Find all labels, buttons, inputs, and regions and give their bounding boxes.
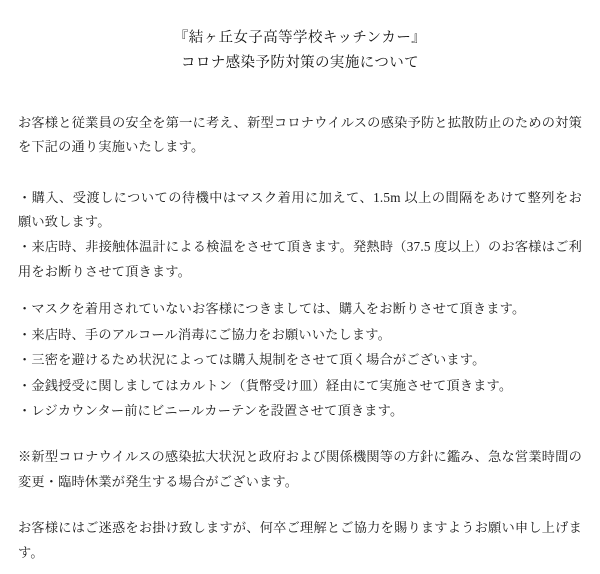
intro-paragraph: お客様と従業員の安全を第一に考え、新型コロナウイルスの感染予防と拡散防止のための対策を下記の通り実施いたします。 <box>18 114 582 155</box>
title-line-2: コロナ感染予防対策の実施について <box>180 55 420 72</box>
list-item: ・レジカウンター前にビニールカーテンを設置させて頂きます。 <box>18 402 404 418</box>
list-item: ・金銭授受に関しましてはカルトン（貨幣受け皿）経由にて実施させて頂きます。 <box>18 377 513 393</box>
document-title <box>18 26 582 77</box>
measures-list <box>18 186 582 424</box>
closing-paragraph: お客様にはご迷惑をお掛け致しますが、何卒ご理解とご協力を賜りますようお願い申し上げます。 <box>18 520 582 560</box>
list-item: ・三密を避けるため状況によっては購入規制をさせて頂く場合がございます。 <box>18 352 486 368</box>
list-item: ・購入、受渡しについての待機中はマスク着用に加えて、1.5m 以上の間隔をあけて整列をお願い致します。 <box>18 189 582 230</box>
list-item: ・来店時、手のアルコール消毒にご協力をお願いいたします。 <box>18 326 391 342</box>
list-item: ・マスクを着用されていないお客様につきましては、購入をお断りさせて頂きます。 <box>18 301 526 317</box>
note-paragraph: ※新型コロナウイルスの感染拡大状況と政府および関係機関等の方針に鑑み、急な営業時間の変更・臨時休業が発生する場合がございます。 <box>18 449 582 489</box>
title-line-1: 『結ヶ丘女子高等学校キッチンカー』 <box>173 30 427 46</box>
list-item: ・来店時、非接触体温計による検温をさせて頂きます。発熱時（37.5 度以上）のお客様はご利用をお断りさせて頂きます。 <box>18 239 582 279</box>
